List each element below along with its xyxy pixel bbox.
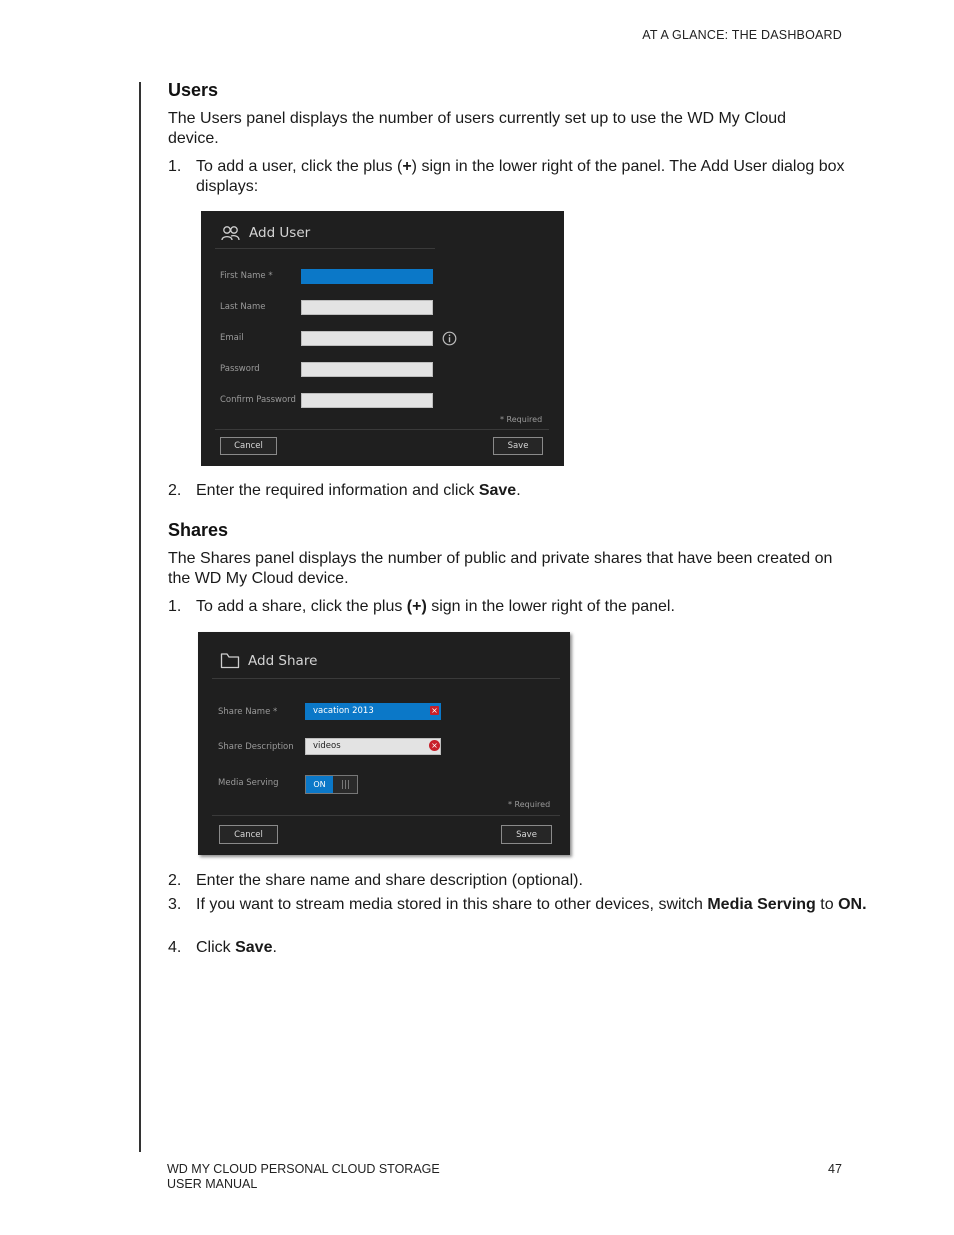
clear-x-icon[interactable]: × [429,740,440,751]
first-name-label: First Name * [220,271,273,281]
running-header: AT A GLANCE: THE DASHBOARD [642,28,842,42]
required-note: * Required [508,800,551,809]
users-step-2: 2. Enter the required information and click Save. [168,482,521,499]
confirm-password-label: Confirm Password [220,395,296,405]
shares-heading: Shares [168,520,229,540]
toggle-grip [348,780,349,789]
add-share-title: Add Share [220,652,317,669]
share-description-field[interactable]: videos [305,738,441,755]
title-divider [215,248,435,249]
footer-title: WD MY CLOUD PERSONAL CLOUD STORAGE USER MANUAL [167,1162,440,1191]
email-field[interactable] [301,331,433,346]
users-intro: The Users panel displays the number of users currently set up to use the WD My Cloud device. [168,110,787,147]
users-icon [221,225,241,241]
info-icon[interactable] [442,331,457,346]
save-button[interactable]: Save [501,825,552,844]
margin-rule [139,82,141,1152]
share-name-label: Share Name * [218,707,278,717]
cancel-button[interactable]: Cancel [220,437,277,455]
save-button[interactable]: Save [493,437,543,455]
shares-step-2: 2. Enter the share name and share description (optional). [168,872,583,889]
last-name-field[interactable] [301,300,433,315]
toggle-on-label: ON [306,776,333,793]
footer-divider [212,815,560,816]
email-label: Email [220,333,244,343]
folder-icon [220,652,240,669]
footer-divider [215,429,549,430]
first-name-field[interactable] [301,269,433,284]
shares-step-4: 4. Click Save. [168,939,277,956]
toggle-grip [342,780,343,789]
add-user-dialog [201,211,564,466]
required-note: * Required [500,415,543,424]
clear-x-icon[interactable]: × [431,706,438,715]
users-heading: Users [168,80,219,100]
share-name-field[interactable]: vacation 2013 [305,703,441,720]
add-share-dialog [198,632,570,855]
password-label: Password [220,364,260,374]
share-description-label: Share Description [218,742,294,752]
users-step-1: 1. To add a user, click the plus (+) sign in the lower right of the panel. The Add User dialog box displays: [168,158,845,195]
toggle-grip [345,780,346,789]
password-field[interactable] [301,362,433,377]
shares-step-3: 3. If you want to stream media stored in this share to other devices, switch Media Serving to ON. [168,896,867,913]
media-serving-label: Media Serving [218,778,279,788]
title-divider [212,678,560,679]
shares-intro: The Shares panel displays the number of public and private shares that have been created on the WD My Cloud device. [168,550,833,587]
last-name-label: Last Name [220,302,266,312]
page-number: 47 [828,1162,842,1176]
confirm-password-field[interactable] [301,393,433,408]
cancel-button[interactable]: Cancel [219,825,278,844]
media-serving-toggle[interactable] [305,775,358,794]
add-user-title: Add User [221,225,310,241]
shares-step-1: 1. To add a share, click the plus (+) sign in the lower right of the panel. [168,598,675,615]
